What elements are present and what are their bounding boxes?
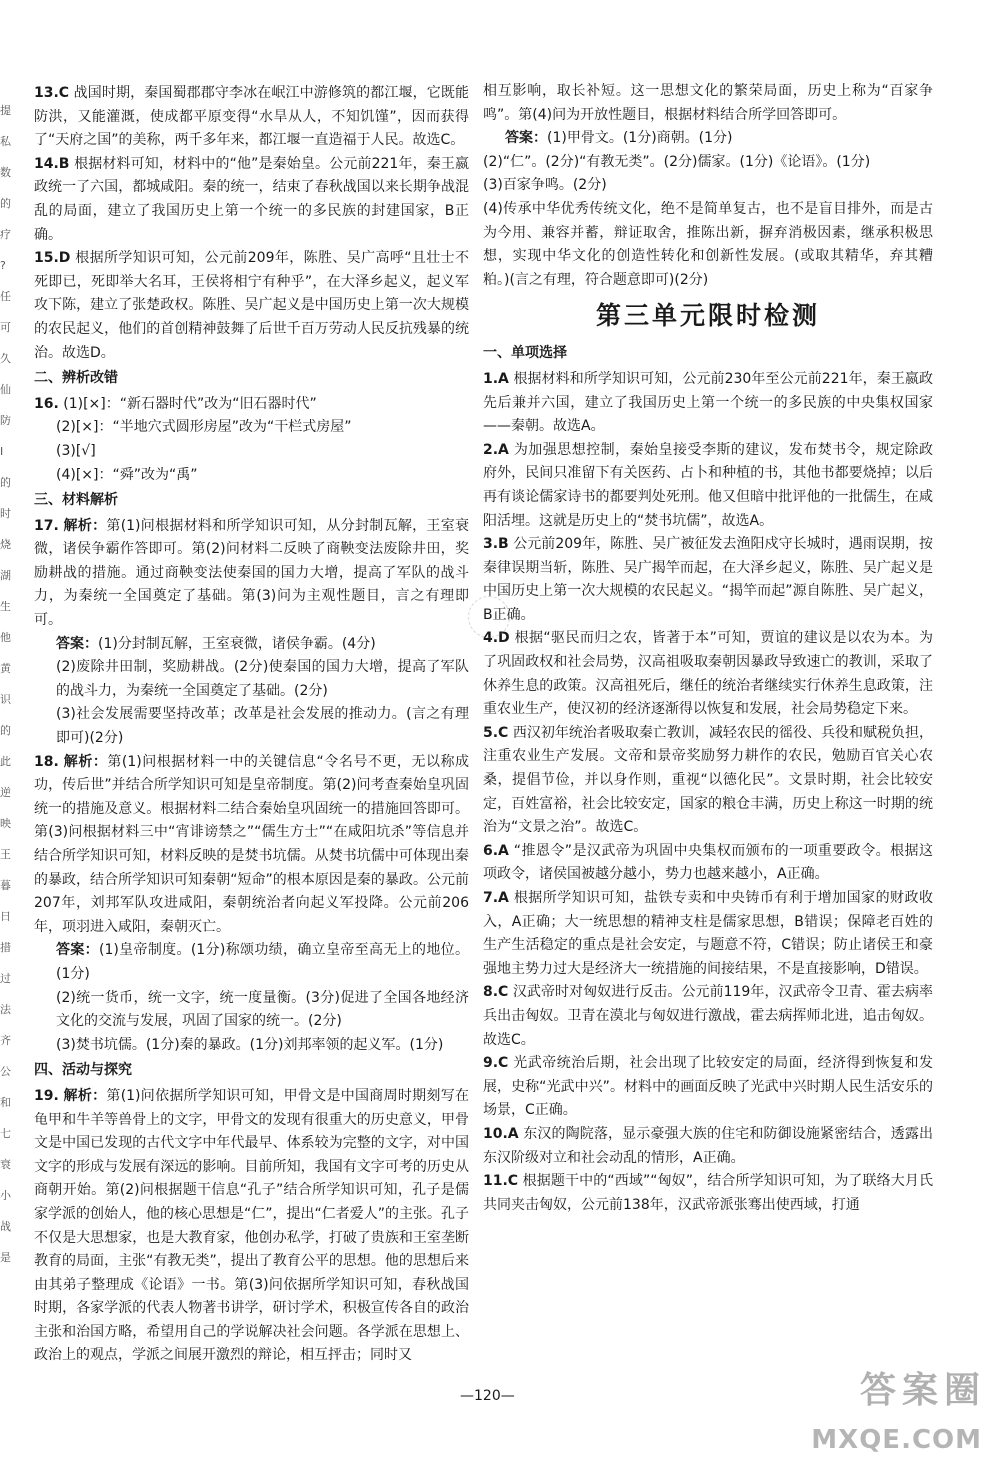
answer-text: (1)分封制瓦解，王室衰微，诸侯争霸。(4分)	[98, 635, 376, 652]
answer-line	[34, 633, 469, 657]
answer-item	[34, 82, 469, 153]
item-number: 18.	[34, 753, 59, 770]
text-line: (2)统一货币，统一文字，统一度量衡。(3分)促进了全国各地经济文化的交流与发展，巩固了国家的统一。(2分)	[56, 989, 469, 1030]
item-number: 19.	[34, 1087, 59, 1104]
answer-item	[34, 153, 469, 247]
answer-item	[483, 887, 933, 981]
answer-item	[483, 439, 933, 533]
item-text: 为加强思想控制，秦始皇接受李斯的建议，发布焚书令，规定除政府外，民间只准留下有关医药、占卜和种植的书，其他书都要烧掉；以后再有谈论儒家诗书的都要判处死刑。他又但暗中批评他的一批儒生，在咸阳活埋。这就是历史上的“焚书坑儒”，故选A。	[483, 441, 933, 529]
item-number: 6.A	[483, 842, 509, 859]
answer-item	[34, 515, 469, 633]
answer-label: 答案：	[56, 635, 98, 652]
edge-fragment: 仙	[0, 383, 11, 396]
edge-fragment: 黄	[0, 662, 11, 675]
edge-fragment: 小	[0, 1189, 11, 1202]
section-heading: 一、单项选择	[483, 345, 567, 362]
edge-fragment: 的	[0, 197, 11, 210]
single-choice-answers	[483, 342, 933, 1217]
item-text: “推恩令”是汉武帝为巩固中央集权而颁布的一项重要政令。根据这项政令，诸侯国被越分越小，势力也越来越小，A正确。	[483, 842, 933, 883]
answer-item	[483, 981, 933, 1052]
edge-fragment: 此	[0, 755, 11, 768]
item-text: 根据所学知识可知，盐铁专卖和中央铸币有利于增加国家的财政收入，A正确；大一统思想的精神支柱是儒家思想，B错误；保障老百姓的生产生活稳定的重点是社会安定，与题意不符，C错误；防止诸侯王和豪强地主势力过大是经济大一统措施的间接结果，不是直接影响，D错误。	[483, 890, 933, 977]
answer-item	[34, 1085, 469, 1368]
edge-fragment: 的	[0, 724, 11, 737]
item-number: 9.C	[483, 1055, 509, 1072]
edge-fragment: I	[0, 445, 4, 458]
answer-text: (1)皇帝制度。(1分)称颂功绩，确立皇帝至高无上的地位。(1分)	[56, 942, 469, 982]
text-line: (3)百家争鸣。(2分)	[483, 177, 607, 194]
answer-item	[483, 1052, 933, 1123]
section-heading: 二、辨析改错	[34, 370, 118, 387]
item-number: 15.D	[34, 250, 71, 267]
item-number: 2.A	[483, 441, 509, 458]
item-number: 7.A	[483, 890, 509, 906]
edge-fragment: 措	[0, 941, 11, 954]
item-number: 13.C	[34, 85, 70, 101]
edge-fragment: 日	[0, 910, 11, 923]
text-line: (2)废除井田制，奖励耕战。(2分)使秦国的国力大增，提高了军队的战斗力，为秦统一全国奠定了基础。(2分)	[56, 659, 469, 699]
edge-fragment: 映	[0, 817, 11, 830]
answer-line	[34, 939, 469, 986]
answer-item	[483, 368, 933, 439]
edge-fragment: 疗	[0, 228, 11, 241]
answer-item	[483, 840, 933, 887]
answer-continuation	[483, 80, 933, 292]
sub-line: (2)[×]：“半地穴式圆形房屋”改为“干栏式房屋”	[56, 419, 352, 436]
edge-fragment: 和	[0, 1096, 11, 1109]
item-number: 11.C	[483, 1173, 519, 1190]
adjacent-page-edge	[0, 100, 14, 1278]
text-line: (3)焚书坑儒。(1分)秦的暴政。(1分)刘邦率领的起义军。(1分)	[56, 1036, 444, 1053]
edge-fragment: 数	[0, 166, 11, 179]
item-number: 17.	[34, 517, 59, 534]
edge-fragment: ?	[0, 259, 6, 272]
item-number: 3.B	[483, 536, 509, 553]
text-line: (4)传承中华优秀传统文化，绝不是简单复古，也不是盲目排外，而是古为今用、兼容并蓄，辩证取舍，推陈出新，摒弃消极因素，继承积极思想，实现中华文化的创造性转化和创新性发展。(或取其精华，弃其糟粕。)(言之有理，符合题意即可)(2分)	[483, 200, 933, 288]
item-text: 公元前209年，陈胜、吴广被征发去渔阳戍守长城时，遇雨误期，按秦律误期当斩，陈胜、吴广揭竿而起，在大泽乡起义，陈胜、吴广起义是中国历史上第一次大规模的农民起义。“揭竿而起”源自陈胜、吴广起义，B正确。	[483, 536, 933, 623]
edge-fragment: 衰	[0, 1158, 11, 1171]
answer-item	[483, 1123, 933, 1170]
item-number: 4.D	[483, 630, 510, 647]
item-text: 根据“驱民而归之农，皆著于本”可知，贾谊的建议是以农为本。为了巩固政权和社会局势，汉高祖吸取秦朝因暴政导致速亡的教训，采取了休养生息的政策。汉高祖死后，继任的统治者继续实行休养生息政策，注重农业生产，使汉初的经济逐渐得以恢复和发展，社会局势稳定下来。	[483, 630, 933, 718]
sub-line: (3)[√]	[56, 442, 96, 459]
item-text: 根据所学知识可知，公元前209年，陈胜、吴广高呼“且壮士不死即已，死即举大名耳，王侯将相宁有种乎”，在大泽乡起义，起义军攻下陈，建立了张楚政权。陈胜、吴广起义是中国历史上第一次大规模的农民起义，他们的首创精神鼓舞了后世千百万劳动人民反抗残暴的统治。故选D。	[34, 250, 469, 361]
item-text: 根据材料和所学知识可知，公元前230年至公元前221年，秦王嬴政先后兼并六国，建立了我国历史上第一个统一的多民族的中央集权国家——秦朝。故选A。	[483, 370, 933, 435]
item-text: 汉武帝时对匈奴进行反击。公元前119年，汉武帝令卫青、霍去病率兵出击匈奴。卫青在漠北与匈奴进行激战，霍去病挥师北进，追击匈奴。故选C。	[483, 984, 933, 1048]
edge-fragment: 任	[0, 290, 11, 303]
item-number: 16.	[34, 395, 59, 412]
answer-item	[483, 533, 933, 627]
item-text: 西汉初年统治者吸取秦亡教训，减轻农民的徭役、兵役和赋税负担，注重农业生产发展。文帝和景帝奖励努力耕作的农民，勉励百官关心农桑，提倡节俭，并以身作则，重视“以德化民”。文景时期，社会比较安定，百姓富裕，社会比较安定，国家的粮仓丰满，历史上称这一时期的统治为“文景之治”。故选C。	[483, 724, 934, 836]
item-number: 8.C	[483, 984, 509, 1001]
item-text: 光武帝统治后期，社会出现了比较安定的局面，经济得到恢复和发展，史称“光武中兴”。材料中的画面反映了光武中兴时期人民生活安乐的场景，C正确。	[483, 1055, 934, 1119]
edge-fragment: 战	[0, 1220, 11, 1233]
text-line: (3)社会发展需要坚持改革；改革是社会发展的推动力。(言之有理即可)(2分)	[56, 706, 469, 747]
analysis-label: 解析：	[63, 753, 108, 770]
edge-fragment: 的	[0, 476, 11, 489]
edge-fragment: 是	[0, 1251, 11, 1264]
text-line: (2)“仁”。(2分)“有教无类”。(2分)儒家。(1分)《论语》。(1分)	[483, 153, 871, 170]
watermark-url: MXQE.COM	[811, 1425, 982, 1455]
item-number: 1.A	[483, 370, 509, 387]
edge-fragment: 久	[0, 352, 11, 365]
edge-fragment: 逆	[0, 786, 11, 799]
stamp-mark	[468, 596, 510, 638]
item-text: 根据材料可知，材料中的“他”是秦始皇。公元前221年，秦王嬴政统一了六国，都城咸阳。秦的统一，结束了春秋战国以来长期争战混乱的局面，建立了我国历史上第一个统一的多民族的封建国家，B正确。	[34, 155, 469, 243]
page-number: —120—	[460, 1388, 515, 1404]
right-column	[483, 80, 933, 1217]
edge-fragment: 湖	[0, 569, 11, 582]
edge-fragment: 公	[0, 1065, 11, 1078]
item-number: 10.A	[483, 1125, 519, 1142]
unit-title: 第三单元限时检测	[595, 301, 820, 331]
edge-fragment: 过	[0, 972, 11, 985]
section-heading: 三、材料解析	[34, 492, 118, 509]
item-number: 14.B	[34, 155, 70, 172]
text-line: 相互影响，取长补短。这一思想文化的繁荣局面，历史上称为“百家争鸣”。第(4)问为开放性题目，根据材料结合所学回答即可。	[483, 83, 933, 123]
answer-item	[34, 751, 469, 940]
item-text: 第(1)问依据所学知识可知，甲骨文是中国商周时期刻写在龟甲和牛羊等兽骨上的文字，甲骨文的发现有很重大的历史意义，甲骨文是中国已发现的古代文字中年代最早、体系较为完整的文字，对中国文字的形成与发展有深远的影响。目前所知，我国有文字可考的历史从商朝开始。第(2)问根据题干信息“孔子”结合所学知识可知，孔子是儒家学派的创始人，他的核心思想是“仁”，提出“仁者爱人”的主张。孔子不仅是大思想家，也是大教育家，他创办私学，打破了贵族和王室垄断教育的局面，主张“有教无类”，提出了教育公平的思想。他的思想后来由其弟子整理成《论语》一书。第(3)问依据所学知识可知，春秋战国时期，各家学派的代表人物著书讲学，研讨学术，积极宣传各自的政治主张和治国方略，希望用自己的学说解决社会问题。各学派在思想上、政治上的观点，学派之间展开激烈的辩论，相互抨击；同时又	[34, 1087, 470, 1364]
item-text: 第(1)问根据材料和所学知识可知，从分封制瓦解，王室衰微，诸侯争霸作答即可。第(2)问材料二反映了商鞅变法废除井田，奖励耕战的措施。通过商鞅变法使秦国的国力大增，提高了军队的战斗力，为秦统一全国奠定了基础。第(3)问为主观性题目，言之有理即可。	[34, 517, 469, 629]
answer-line	[483, 127, 933, 151]
section-heading: 四、活动与探究	[34, 1062, 132, 1079]
item-number: 5.C	[483, 724, 509, 741]
answer-item	[483, 1170, 933, 1217]
answer-item	[483, 627, 933, 721]
item-text: 战国时期，秦国蜀郡郡守李冰在岷江中游修筑的都江堰，它既能防洪，又能灌溉，使成都平原变得“水旱从人，不知饥馑”，因而获得了“天府之国”的美称，两千多年来，都江堰一直造福于人民。故选C。	[34, 85, 469, 149]
item-text: (1)[×]：“新石器时代”改为“旧石器时代”	[63, 395, 317, 412]
edge-fragment: 他	[0, 631, 11, 644]
answer-item	[34, 247, 469, 365]
edge-fragment: 法	[0, 1003, 11, 1016]
edge-fragment: 王	[0, 848, 11, 861]
analysis-label: 解析：	[63, 517, 107, 534]
edge-fragment: 时	[0, 507, 11, 520]
sub-line: (4)[×]：“舜”改为“禹”	[56, 466, 198, 483]
edge-fragment: 齐	[0, 1034, 11, 1047]
item-text: 东汉的陶院落，显示豪强大族的住宅和防御设施紧密结合，透露出东汉阶级对立和社会动乱的情形，A正确。	[483, 1125, 934, 1166]
edge-fragment: 烧	[0, 538, 11, 551]
item-text: 根据题干中的“西域”“匈奴”，结合所学知识可知，为了联络大月氏共同夹击匈奴，公元前138年，汉武帝派张骞出使西域，打通	[483, 1173, 934, 1213]
answer-label: 答案：	[56, 942, 99, 959]
edge-fragment: 暮	[0, 879, 11, 892]
answer-item	[34, 393, 469, 417]
analysis-label: 解析：	[63, 1087, 107, 1104]
watermark-logo-text: 答案圈	[859, 1369, 986, 1411]
edge-fragment: 七	[0, 1127, 11, 1140]
item-text: 第(1)问根据材料一中的关键信息“令名号不更，无以称成功，传后世”并结合所学知识可知是皇帝制度。第(2)问考查秦始皇巩固统一的措施及意义。根据材料二结合秦始皇巩固统一的措施回答即可。第(3)问根据材料三中“宵诽谤禁之”“儒生方士”“在咸阳坑杀”等信息并结合所学知识可知，材料反映的是焚书坑儒。从焚书坑儒中可体现出秦的暴政，结合所学知识可知秦朝“短命”的根本原因是秦的暴政。公元前207年，刘邦军队攻进咸阳，秦朝统治者向起义军投降。公元前206年，项羽进入咸阳，秦朝灭亡。	[34, 753, 470, 935]
answer-text: (1)甲骨文。(1分)商朝。(1分)	[547, 130, 733, 147]
answer-item	[483, 722, 933, 840]
edge-fragment: 防	[0, 414, 11, 427]
edge-fragment: 提	[0, 104, 11, 117]
edge-fragment: 识	[0, 693, 11, 706]
answer-label: 答案：	[505, 130, 547, 147]
edge-fragment: 生	[0, 600, 11, 613]
edge-fragment: 可	[0, 321, 11, 334]
left-column	[34, 82, 469, 1368]
edge-fragment: 私	[0, 135, 11, 148]
